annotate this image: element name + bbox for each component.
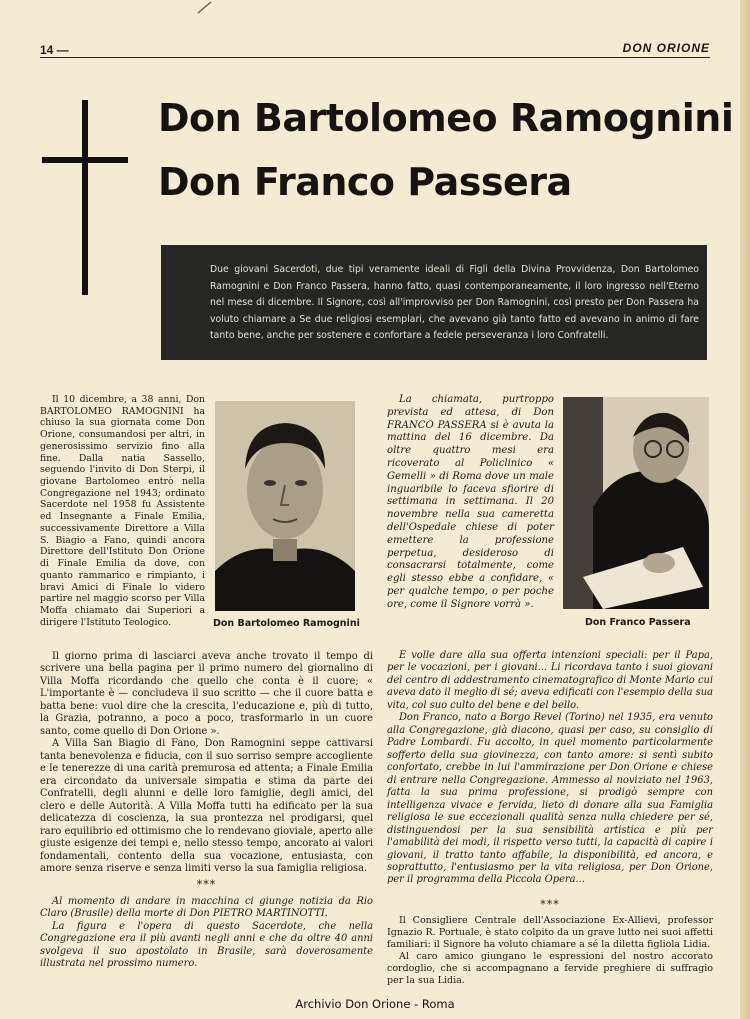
paragraph: Don Franco, nato a Borgo Revel (Torino) nel 1935, era venuto alla Congregazione, già diacono, quasi per caso, su consiglio di Padre Lombardi. Fu accolto, in quel momento particolarmente sofferto della sua giovinezza, con tanto amore: si sentì subito confortato, crebbe in lui l'ammirazione per Don Orione e chiese di entrare nella Congregazione. Ammesso al noviziato nel 1963, fatta la sua prima professione, si prodigò sempre con intelligenza vivace e fervida, lieto di donare alla sua Famiglia religiosa le sue eccezionali qualità senza nulla chiedere per sé, distinguendosi per la sua sensibilità artistica e più per l'amabilità dei modi, il rispetto verso tutti, la capacità di capire i giovani, il tratto tanto affabile, la disponibilità, ed ancora, e soprattutto, l'entusiasmo per la vita religiosa, per Don Orione, per il programma della Piccola Opera... — [387, 712, 713, 886]
cross-icon — [82, 100, 88, 295]
page-number: 14 — — [40, 43, 69, 57]
cross-icon-bar — [42, 157, 128, 163]
photo-caption-ramognini: Don Bartolomeo Ramognini — [213, 618, 360, 629]
page-edge — [740, 0, 750, 1019]
header-rule — [40, 57, 710, 58]
magazine-name: DON ORIONE — [622, 41, 710, 55]
paragraph: E volle dare alla sua offerta intenzioni speciali: per il Papa, per le vocazioni, per i giovani... Li ricordava tanto i suoi giovani del centro di addestramento cinematografico di Monte Mario cui aveva dato il meglio di sé; aveva edificati con l'esempio della sua vita, col suo culto del bene e del bello. — [387, 650, 713, 711]
paragraph: Al momento di andare in macchina ci giunge notizia da Rio Claro (Brasile) della morte di Don PIETRO MARTINOTTI. — [40, 895, 373, 920]
photo-caption-passera: Don Franco Passera — [585, 617, 691, 628]
article-title-2: Don Franco Passera — [158, 160, 572, 204]
column-notice — [387, 895, 713, 987]
archive-footer: Archivio Don Orione - Roma — [295, 997, 455, 1011]
intro-box: Due giovani Sacerdoti, due tipi veramente ideali di Figli della Divina Provvidenza, Don Bartolomeo Ramognini e Don Franco Passera, hanno fatto, quasi contemporaneamente, il loro ingresso nell'Eterno nel mese di dicembre. Il Signore, così all'improvviso per Don Ramognini, così presto per Don Passera ha voluto chiamare a Se due religiosi esemplari, che avevano già tanto fatto ed avevano in animo di fare tanto bene, anche per sostenere e confortare a fedele perseveranza i loro Confratelli. — [161, 245, 707, 360]
paragraph: Il 10 dicembre, a 38 anni, Don BARTOLOMEO RAMOGNINI ha chiuso la sua giornata come Don Orione, consumandosi per altri, in generosissimo servizio fino alla fine. Dalla natia Sassello, seguendo l'invito di Don Sterpi, il giovane Bartolomeo entrò nella Congregazione nel 1943; ordinato Sacerdote nel 1958 fu Assistente ed Insegnante a Finale Emilia, successivamente Direttore a Villa S. Biagio a Fano, quindi ancora Direttore dell'Istituto Don Orione di Finale Emilia da dove, con quanto rammarico e rimpianto, i bravi Amici di Finale lo videro partire nel maggio scorso per Villa Moffa chiamato dai Superiori a dirigere l'Istituto Teologico. — [40, 394, 205, 628]
column-passera — [387, 394, 554, 612]
column-passera-continued — [387, 650, 713, 887]
pen-mark — [196, 0, 214, 14]
portrait-photo-ramognini — [215, 401, 355, 611]
paragraph: La chiamata, purtroppo prevista ed attesa, di Don FRANCO PASSERA si è avuta la mattina del 16 dicembre. Da oltre quattro mesi era ricoverato al Policlinico « Gemelli » di Roma dove un male inguaribile lo faceva sfiorire di settimana in settimana. Il 20 novembre nella sua cameretta dell'Ospedale chiese di poter emettere la professione perpetua, desideroso di consacrarsi totalmente, come egli stesso ebbe a confidare, « per qualche tempo, o per poche ore, come il Signore vorrà ». — [387, 394, 554, 610]
paragraph: Al caro amico giungano le espressioni del nostro accorato cordoglio, che si accompagnano a fervide preghiere di suffragio per la sua Lidia. — [387, 950, 713, 986]
column-ramognini-continued — [40, 651, 373, 971]
section-separator: *** — [540, 898, 560, 911]
article-title-1: Don Bartolomeo Ramognini — [158, 96, 734, 140]
paragraph: Il Consigliere Centrale dell'Associazione Ex-Allievi, professor Ignazio R. Portuale, è stato colpito da un grave lutto nei suoi affetti familiari: il Signore ha voluto chiamare a sé la diletta figliola Lidia. — [387, 914, 713, 950]
section-separator: *** — [196, 878, 217, 892]
paragraph: La figura e l'opera di questo Sacerdote, che nella Congregazione era il più avanti negli anni e che da oltre 40 anni svolgeva il suo apostolato in Brasile, sarà doverosamente illustrata nel prossimo numero. — [40, 920, 373, 970]
column-ramognini — [40, 394, 205, 628]
paragraph: Il giorno prima di lasciarci aveva anche trovato il tempo di scrivere una bella pagina per il primo numero del giornalino di Villa Moffa ricordando che quello che conta è il cuore; « L'importante è — concludeva il suo scritto — che il cuore batta e batta bene: vuol dire che la crescita, l'educazione e, più di tutto, la Grazia, potranno, a poco a poco, trasformarlo in un cuore santo, come quello di Don Orione ». — [40, 651, 373, 737]
paragraph: A Villa San Biagio di Fano, Don Ramognini seppe cattivarsi tanta benevolenza e fiducia, con il suo sorriso sempre accogliente e le tenerezze di una carità premurosa ed attenta; a Finale Emilia era circondato da universale simpatia e stima da parte dei Confratelli, degli alunni e delle loro famiglie, degli amici, del clero e delle Autorità. A Villa Moffa tutti ha edificato per la sua delicatezza di coscienza, la sua prontezza nel prodigarsi, quel raro equilibrio ed ottimismo che lo rendevano gioviale, aperto alle giuste esigenze dei tempi e, nello stesso tempo, ancorato ai valori fondamentali, contento della sua vocazione, entusiasta, con amore senza riserve e senza limiti verso la sua famiglia religiosa. — [40, 738, 373, 874]
portrait-photo-passera — [563, 397, 709, 609]
